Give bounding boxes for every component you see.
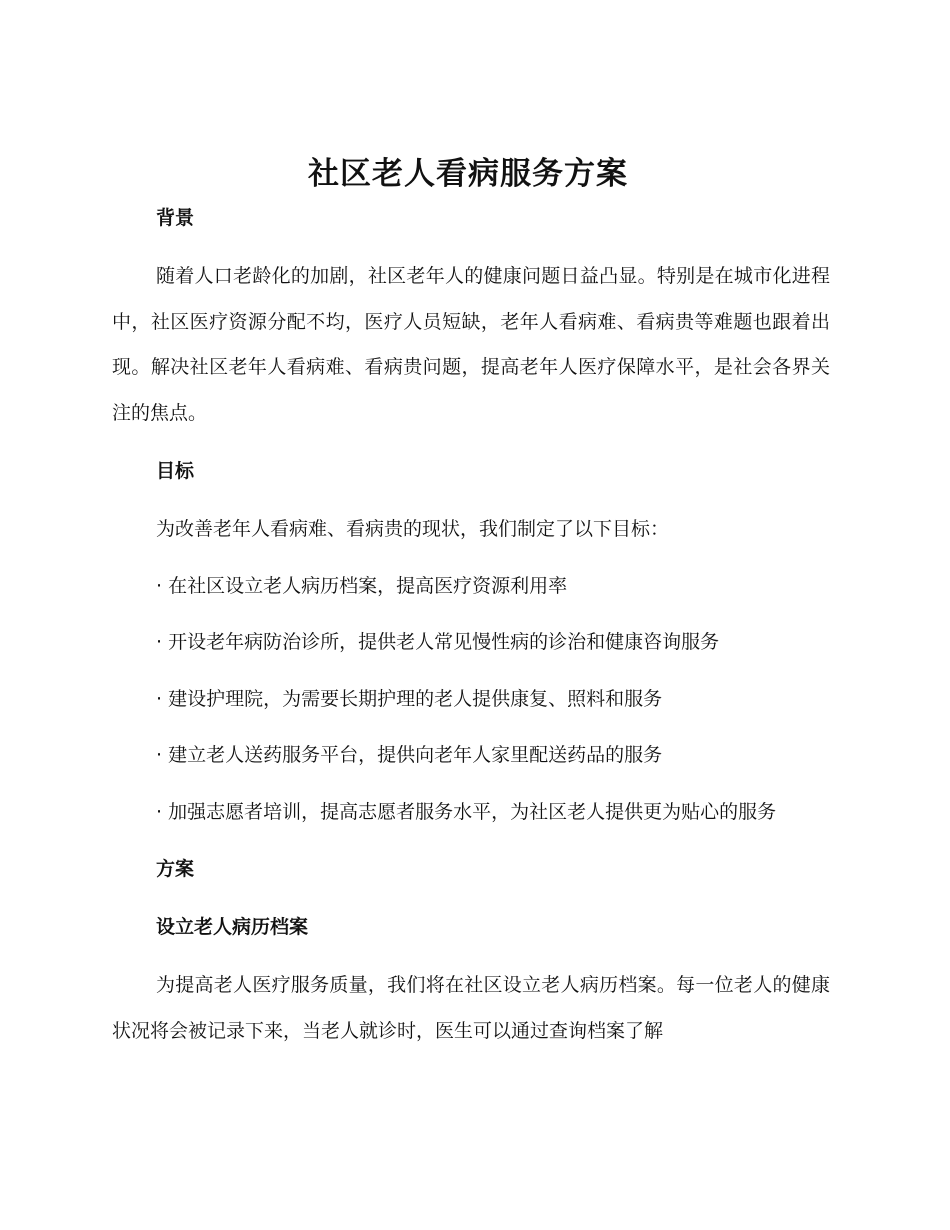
background-paragraph: 随着人口老龄化的加剧，社区老年人的健康问题日益凸显。特别是在城市化进程中，社区医疗资源分配不均，医疗人员短缺，老年人看病难、看病贵等难题也跟着出现。解决社区老年人看病难、看病贵问题，提高老年人医疗保障水平，是社会各界关注的焦点。 bbox=[112, 265, 830, 424]
section-goals bbox=[112, 457, 830, 835]
subsection-medical-records bbox=[112, 913, 830, 1054]
list-item: · 建设护理院，为需要长期护理的老人提供康复、照料和服务 bbox=[156, 687, 663, 710]
list-item: · 在社区设立老人病历档案，提高医疗资源利用率 bbox=[156, 574, 568, 597]
medical-records-paragraph: 为提高老人医疗服务质量，我们将在社区设立老人病历档案。每一位老人的健康状况将会被记录下来，当老人就诊时，医生可以通过查询档案了解 bbox=[112, 974, 830, 1042]
goals-list bbox=[112, 564, 830, 836]
section-heading-goals: 目标 bbox=[156, 460, 195, 482]
subsection-heading-medical-records: 设立老人病历档案 bbox=[156, 916, 309, 938]
section-heading-plan: 方案 bbox=[156, 858, 195, 880]
document-title: 社区老人看病服务方案 bbox=[308, 156, 628, 192]
goals-intro: 为改善老年人看病难、看病贵的现状，我们制定了以下目标： bbox=[156, 518, 670, 540]
section-plan bbox=[112, 855, 830, 1054]
list-item: · 建立老人送药服务平台，提供向老年人家里配送药品的服务 bbox=[156, 744, 663, 766]
section-background bbox=[112, 204, 830, 436]
list-item: · 开设老年病防治诊所，提供老人常见慢性病的诊治和健康咨询服务 bbox=[156, 631, 720, 653]
list-item: · 加强志愿者培训，提高志愿者服务水平，为社区老人提供更为贴心的服务 bbox=[156, 800, 777, 823]
section-heading-background: 背景 bbox=[156, 207, 195, 229]
